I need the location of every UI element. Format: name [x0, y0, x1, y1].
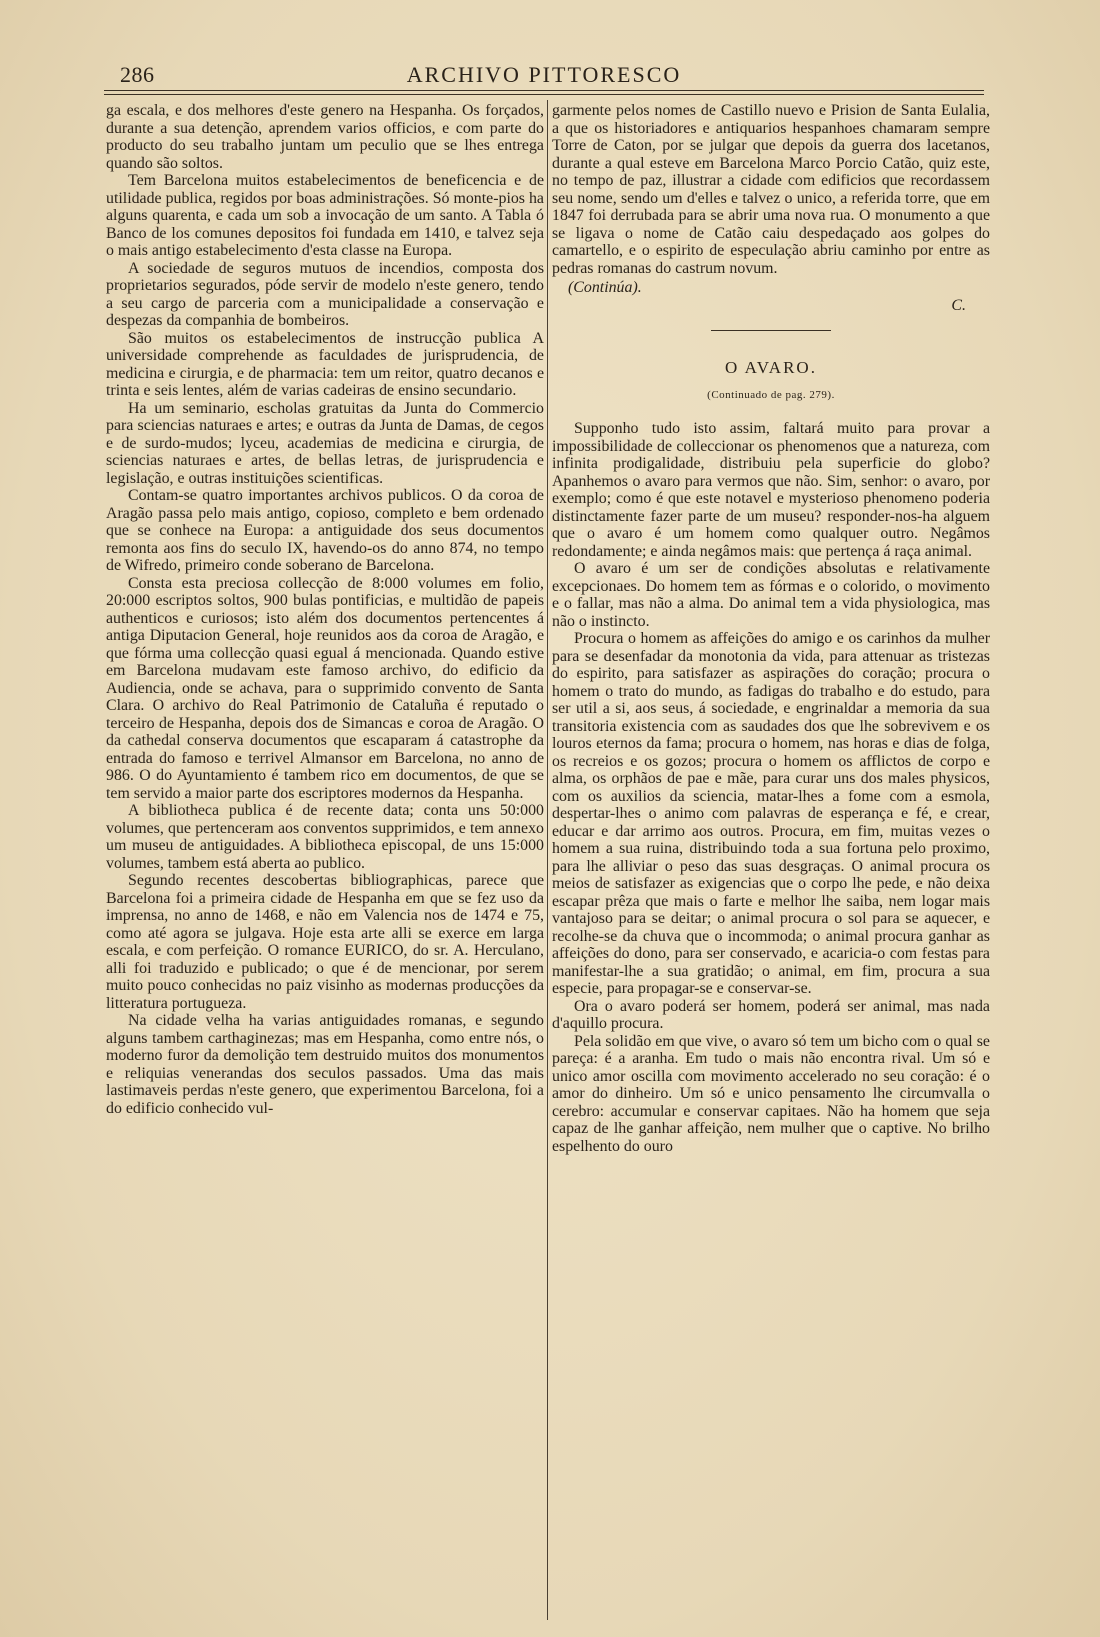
continua-note: (Continúa). [568, 279, 642, 296]
paragraph: Supponho tudo isto assim, faltará muito para provar a impossibilidade de colleccionar os phenomenos que a natureza, com infinita prodigalidade, distribuiu pela superficie do globo? Apanhemos o avaro para vermos que não. Sim, senhor: o avaro, por exemplo; como é que este notavel e mysterioso phenomeno poderia distinctamente fazer parte de um museu? responder-nos-ha alguem que o avaro é um homem como qualquer outro. Negâmos redondamente; e ainda negâmos mais: que pertença á raça animal. [552, 420, 990, 560]
paragraph: ga escala, e dos melhores d'este genero na Hespanha. Os forçados, durante a sua detenção, aprendem varios officios, e com parte do producto do seu trabalho juntam um peculio que se lhes entrega quando são soltos. [106, 102, 544, 172]
paragraph: Na cidade velha ha varias antiguidades romanas, e segundo alguns tambem carthaginezas; mas em Hespanha, como entre nós, o moderno furor da demolição tem destruido muitos dos monumentos e reliquias venerandas dos seculos passados. Uma das mais lastimaveis perdas n'este genero, que experimentou Barcelona, foi a do edificio conhecido vul- [106, 1012, 544, 1117]
paragraph-continuation: garmente pelos nomes de Castillo nuevo e Prision de Santa Eulalia, a que os historiadores e antiquarios hespanhoes chamaram sempre Torre de Caton, por se julgar que depois da guerra dos lacetanos, durante a qual esteve em Barcelona Marco Porcio Catão, quiz este, no tempo de paz, illustrar a cidade com edificios que recordassem seu nome, sendo um d'elles e talvez o unico, a referida torre, que em 1847 foi derrubada para se abrir uma nova rua. O monumento a que se ligava o nome de Catão caiu despedaçado aos golpes do camartello, e o espirito de especulação abriu caminho por entre as pedras romanas do castrum novum. [552, 102, 990, 277]
left-column [106, 102, 544, 1622]
page-header [104, 58, 984, 88]
paragraph: A sociedade de seguros mutuos de incendios, composta dos proprietarios segurados, póde servir de modelo n'este genero, tendo a seu cargo de parceria com a municipalidade a conservação e despezas da companhia de bombeiros. [106, 259, 544, 329]
paragraph: Consta esta preciosa collecção de 8:000 volumes em folio, 20:000 escriptos soltos, 900 bulas pontificias, e multidão de papeis authenticos e curiosos; isto além dos documentos pertencentes á antiga Diputacion General, hoje reunidos aos da coroa de Aragão, e que fórma uma collecção quasi egual á mencionada. Quando estive em Barcelona mudavam este famoso archivo, do edificio da Audiencia, onde se achava, para o supprimido convento de Santa Clara. O archivo do Real Patrimonio de Cataluña é reputado o terceiro de Hespanha, depois dos de Simancas e coroa de Aragão. O da cathedal conserva documentos que escaparam á catastrophe da entrada do famoso e terrivel Almansor em Barcelona, no anno de 986. O do Ayuntamiento é tambem rico em documentos, de que se tem servido a maior parte dos escriptores modernos da Hespanha. [106, 574, 544, 802]
right-column [552, 102, 990, 1622]
section-title: O AVARO. [725, 358, 817, 377]
page-number: 286 [120, 62, 155, 87]
paragraph: Segundo recentes descobertas bibliographicas, parece que Barcelona foi a primeira cidade de Hespanha em que se fez uso da imprensa, no anno de 1468, e não em Valencia nos de 1474 e 75, como até agora se julgava. Hoje esta arte alli se exerce em larga escala, e com perfeição. O romance EURICO, do sr. A. Herculano, alli foi traduzido e publicado; o que é de mencionar, por serem muito pouco conhecidas no paiz visinho as modernas producções da litteratura portugueza. [106, 872, 544, 1012]
column-divider [547, 100, 548, 1620]
paragraph: Procura o homem as affeições do amigo e os carinhos da mulher para se desenfadar da monotonia da vida, para attenuar as tristezas do espirito, para satisfazer as aspirações do coração; procura o homem o trato do mundo, as fadigas do trabalho e do estudo, para ser util a si, aos seus, á sociedade, e engrinaldar a memoria da sua transitoria existencia com as saudades dos que lhe sobrevivem e os louros eternos da fama; procura o homem, nas horas e dias de folga, os recreios e os gozos; procura o homem os afflictos de corpo e alma, os orphãos de pae e mãe, para curar uns dos males physicos, com os auxilios da sciencia, matar-lhes a fome com a esmola, despertar-lhes o animo com palavras de esperança e fé, e crear, educar e dar arrimo aos outros. Procura, em fim, muitas vezes o homem a sua ruina, distribuindo toda a sua fortuna pelo proximo, para lhe alliviar o peso das suas desgraças. O animal procura os meios de satisfazer as exigencias que o corpo lhe pede, e não deixa escapar prêza que mais o farte e melhor lhe saiba, nem logar mais vantajoso para se deitar; o animal procura o sol para se aquecer, e recolhe-se da chuva que o incommoda; o animal procura ganhar as affeições do dono, para ser conservado, e acaricia-o com festas para manifestar-lhe a sua gratidão; o animal, em fim, procura a sua especie, para propagar-se e conservar-se. [552, 630, 990, 997]
author-signature: C. [951, 296, 966, 314]
paragraph: São muitos os estabelecimentos de instrucção publica A universidade comprehende as faculdades de jurisprudencia, de medicina e cirurgia, e de pharmacia: tem um reitor, quatro decanos e trinta e seis lentes, além de varias cadeiras de ensino secundario. [106, 329, 544, 399]
paragraph: Tem Barcelona muitos estabelecimentos de beneficencia e de utilidade publica, regidos por boas administrações. Só monte-pios ha alguns quarenta, e cada um sob a invocação de um santo. A Tabla ó Banco de los comunes depositos foi fundada em 1410, e talvez seja o mais antigo estabelecimento d'esta classe na Europa. [106, 172, 544, 259]
paragraph: A bibliotheca publica é de recente data; conta uns 50:000 volumes, que pertenceram aos conventos supprimidos, e tem annexo um museu de antiguidades. A bibliotheca episcopal, de uns 15:000 volumes, tambem está aberta ao publico. [106, 802, 544, 872]
paragraph: Ora o avaro poderá ser homem, poderá ser animal, mas nada d'aquillo procura. [552, 997, 990, 1032]
section-note: (Continuado de pag. 279). [707, 388, 835, 401]
paragraph: Pela solidão em que vive, o avaro só tem um bicho com o qual se pareça: é a aranha. Em tudo o mais não encontra rival. Um só e unico amor oscilla com movimento accelerado no seu coração: é o amor do dinheiro. Um só e unico pensamento lhe circumvalla o cerebro: accumular e conservar capitaes. Não ha homem que seja capaz de lhe ganhar affeição, nem mulher que o captive. No brilho espelhento do ouro [552, 1032, 990, 1155]
paragraph: Contam-se quatro importantes archivos publicos. O da coroa de Aragão passa pelo mais antigo, copioso, completo e bem ordenado que se conhece na Europa: a antiguidade dos seus documentos remonta aos fins do seculo IX, havendo-os do anno 874, no tempo de Wifredo, primeiro conde soberano de Barcelona. [106, 487, 544, 574]
running-title: ARCHIVO PITTORESCO [406, 62, 682, 87]
header-rule-thin [104, 94, 984, 95]
paragraph: Ha um seminario, escholas gratuitas da Junta do Commercio para sciencias naturaes e artes; e outras da Junta de Damas, de cegos e de surdo-mudos; lyceu, academias de medicina e cirurgia, de sciencias naturaes e artes, de bellas letras, de jurisprudencia e legislação, e outras instituições scientificas. [106, 399, 544, 487]
header-rule [104, 90, 984, 91]
paragraph: O avaro é um ser de condições absolutas e relativamente excepcionaes. Do homem tem as fórmas e o colorido, o movimento e o fallar, mas não a alma. Do animal tem a vida physiologica, mas não o instincto. [552, 560, 990, 630]
section-divider [711, 330, 831, 331]
